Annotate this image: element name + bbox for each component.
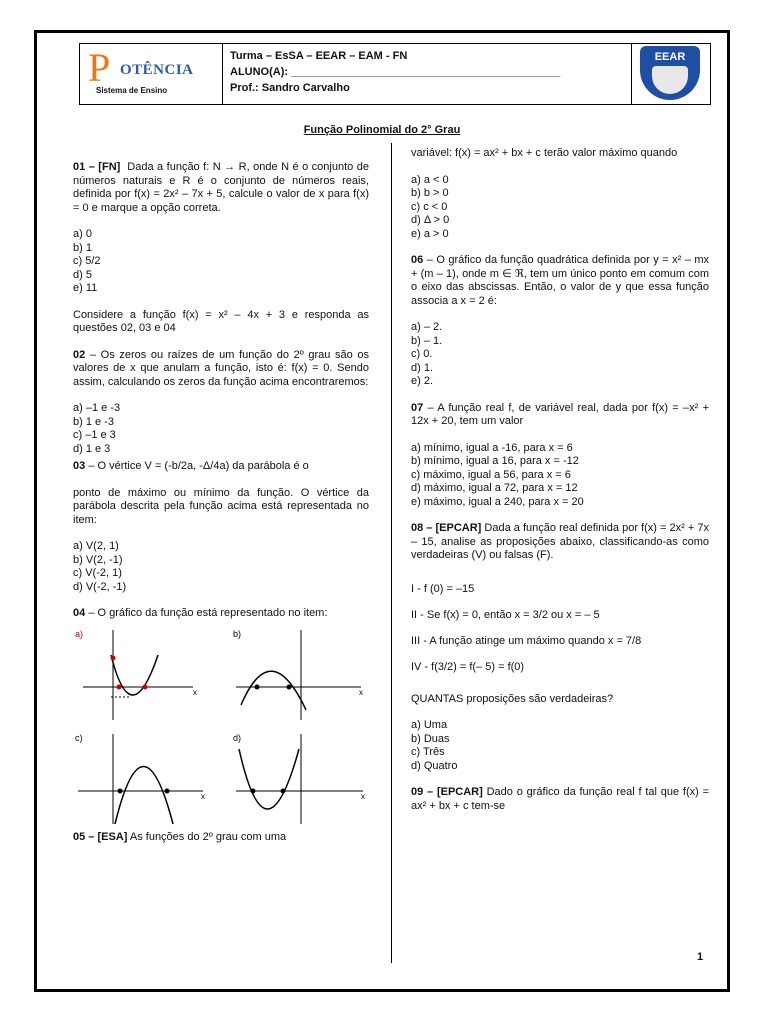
q05-statement-start bbox=[73, 831, 369, 845]
proposition: IV - f(3/2) = f(– 5) = f(0) bbox=[411, 660, 525, 673]
graph-a bbox=[73, 625, 213, 725]
q06-statement bbox=[411, 254, 709, 308]
left-column bbox=[73, 161, 369, 844]
column-divider bbox=[391, 143, 392, 963]
right-column bbox=[411, 147, 709, 813]
option: b) 1 bbox=[73, 241, 92, 254]
graph-c-label: c) bbox=[75, 732, 83, 743]
q08-options bbox=[411, 719, 709, 773]
option: c) –1 e 3 bbox=[73, 429, 116, 441]
q05-label: 05 – [ESA] bbox=[73, 830, 128, 843]
q02-text: – Os zeros ou raízes de um função do 2º grau são os valores de x que anulam a função, isto é: f(x) = 0. Sendo assim, calculando os zeros da função acima encontraremos: bbox=[73, 348, 370, 388]
q03-text2: ponto de máximo ou mínimo da função. O vértice da parábola descrita pela função acima está representada no item: bbox=[73, 486, 369, 526]
option: e) a > 0 bbox=[411, 227, 449, 240]
seal-shield-icon bbox=[640, 46, 700, 100]
axis-x-label: x bbox=[201, 791, 205, 801]
option: b) b > 0 bbox=[411, 187, 449, 199]
graph-b-label: b) bbox=[233, 628, 242, 639]
q08-text: Dada a função real definida por f(x) = 2x² + 7x – 15, analise as proposições abaixo, classificando-as como verdadeiras (V) ou falsas (F). bbox=[411, 522, 710, 561]
option: a) V(2, 1) bbox=[73, 540, 119, 552]
q04-statement bbox=[73, 607, 369, 621]
intercept-point bbox=[111, 655, 116, 660]
option: b) V(2, -1) bbox=[73, 553, 123, 566]
option: d) 1 e 3 bbox=[73, 442, 111, 455]
q08-question: QUANTAS proposições são verdadeiras? bbox=[411, 692, 614, 705]
q09-statement bbox=[411, 786, 709, 813]
option: b) Duas bbox=[411, 732, 450, 745]
q01-statement bbox=[73, 161, 369, 215]
header-class: Turma – EsSA – EEAR – EAM - FN bbox=[230, 50, 408, 62]
q06-label: 06 bbox=[411, 254, 424, 266]
option: e) 2. bbox=[411, 375, 434, 387]
graph-b bbox=[231, 625, 371, 725]
proposition: I - f (0) = –15 bbox=[411, 582, 475, 595]
option: c) c < 0 bbox=[411, 200, 448, 213]
school-seal bbox=[631, 44, 710, 104]
axis-x-label: x bbox=[359, 687, 363, 697]
option: d) 5 bbox=[73, 268, 92, 281]
option: d) V(-2, -1) bbox=[73, 580, 127, 593]
q01-text: Dada a função f: N → R, onde N é o conjunto de números naturais e R é o conjunto de números reais, definida por f(x) = 2x² – 7x + 5, calcule o valor de x para f(x) = 0 e marque a opção correta. bbox=[73, 161, 369, 214]
option: b) – 1. bbox=[411, 334, 443, 347]
q03-label: 03 bbox=[73, 460, 86, 472]
option: a) – 2. bbox=[411, 321, 443, 333]
header-student: ALUNO(A): ____________________________________________ bbox=[230, 66, 561, 78]
header bbox=[79, 43, 711, 105]
option: e) 11 bbox=[73, 282, 98, 294]
q08-props bbox=[411, 576, 709, 680]
q03-text1: – O vértice V = (-b/2a, -Δ/4a) da parábola é o bbox=[88, 460, 309, 472]
option: d) Quatro bbox=[411, 759, 458, 772]
q02-options bbox=[73, 402, 369, 456]
q08-statement bbox=[411, 522, 709, 563]
parabola bbox=[239, 749, 299, 809]
logo-letter: P bbox=[88, 45, 111, 90]
q07-text: – A função real f, de variável real, dada por f(x) = –x² + 12x + 20, tem um valor bbox=[411, 401, 709, 427]
q07-label: 07 bbox=[411, 401, 424, 414]
q01-options bbox=[73, 228, 369, 296]
option: c) V(-2, 1) bbox=[73, 567, 122, 579]
root-point bbox=[117, 684, 122, 689]
q04-graphs bbox=[73, 621, 373, 831]
option: a) –1 e -3 bbox=[73, 402, 121, 414]
page-title: Função Polinomial do 2° Grau bbox=[303, 124, 461, 136]
intro-text: Considere a função f(x) = x² – 4x + 3 e responda as questões 02, 03 e 04 bbox=[73, 308, 369, 334]
q04-label: 04 bbox=[73, 607, 86, 619]
q07-statement bbox=[411, 402, 709, 429]
q08-label: 08 – [EPCAR] bbox=[411, 522, 482, 534]
parabola bbox=[241, 671, 306, 710]
root-point bbox=[118, 788, 123, 793]
q01-label: 01 – [FN] bbox=[73, 161, 121, 173]
root-point bbox=[281, 788, 286, 793]
graph-c bbox=[73, 729, 213, 829]
header-info bbox=[230, 48, 560, 96]
q05-text2: variável: f(x) = ax² + bx + c terão valor máximo quando bbox=[411, 147, 678, 159]
logo bbox=[80, 44, 223, 104]
q05-options bbox=[411, 174, 709, 242]
q05-text1: As funções do 2º grau com uma bbox=[129, 830, 287, 843]
option: c) máximo, igual a 56, para x = 6 bbox=[411, 468, 571, 481]
axis-x-label: x bbox=[193, 687, 197, 697]
root-point bbox=[287, 684, 292, 689]
header-teacher: Prof.: Sandro Carvalho bbox=[230, 82, 350, 94]
option: c) Três bbox=[411, 746, 445, 758]
q06-text: – O gráfico da função quadrática definida por y = x² – mx + (m – 1), onde m ∈ ℜ, tem um único ponto em comum com o eixo das abscissas. Então, o valor de y que essa função associa a x = 2 é: bbox=[411, 254, 710, 307]
option: d) máximo, igual a 72, para x = 12 bbox=[411, 482, 578, 494]
seal-text: EEAR bbox=[654, 51, 686, 63]
option: a) Uma bbox=[411, 719, 448, 731]
option: b) mínimo, igual a 16, para x = -12 bbox=[411, 455, 579, 467]
page-number: 1 bbox=[697, 951, 704, 963]
q04-text: – O gráfico da função está representado no item: bbox=[88, 607, 328, 619]
graph-d-label: d) bbox=[233, 732, 242, 743]
option: a) a < 0 bbox=[411, 173, 449, 186]
logo-name: OTÊNCIA bbox=[120, 62, 194, 78]
root-point bbox=[143, 684, 148, 689]
proposition: II - Se f(x) = 0, então x = 3/2 ou x = – 5 bbox=[411, 608, 600, 621]
page-border bbox=[34, 30, 730, 992]
parabola bbox=[115, 766, 173, 824]
q09-label: 09 – [EPCAR] bbox=[411, 786, 483, 798]
q09-text: Dado o gráfico da função real f tal que f(x) = ax² + bx + c tem-se bbox=[411, 786, 710, 812]
option: e) máximo, igual a 240, para x = 20 bbox=[411, 495, 584, 508]
q02-statement bbox=[73, 349, 369, 390]
option: d) 1. bbox=[411, 361, 434, 374]
graph-d bbox=[231, 729, 371, 829]
seal-emblem-icon bbox=[652, 66, 688, 94]
option: d) Δ > 0 bbox=[411, 214, 450, 226]
q06-options bbox=[411, 321, 709, 389]
root-point bbox=[255, 684, 260, 689]
graph-a-label: a) bbox=[75, 628, 84, 639]
q03-statement bbox=[73, 460, 369, 474]
option: a) mínimo, igual a -16, para x = 6 bbox=[411, 441, 573, 454]
option: c) 5/2 bbox=[73, 255, 101, 267]
logo-subtitle: Sistema de Ensino bbox=[96, 86, 168, 95]
q07-options bbox=[411, 442, 709, 510]
root-point bbox=[251, 788, 256, 793]
option: b) 1 e -3 bbox=[73, 415, 114, 428]
axis-x-label: x bbox=[361, 791, 365, 801]
q02-label: 02 bbox=[73, 348, 86, 361]
proposition: III - A função atinge um máximo quando x = 7/8 bbox=[411, 634, 642, 647]
root-point bbox=[165, 788, 170, 793]
option: c) 0. bbox=[411, 348, 433, 360]
option: a) 0 bbox=[73, 228, 92, 240]
q03-options bbox=[73, 540, 369, 594]
